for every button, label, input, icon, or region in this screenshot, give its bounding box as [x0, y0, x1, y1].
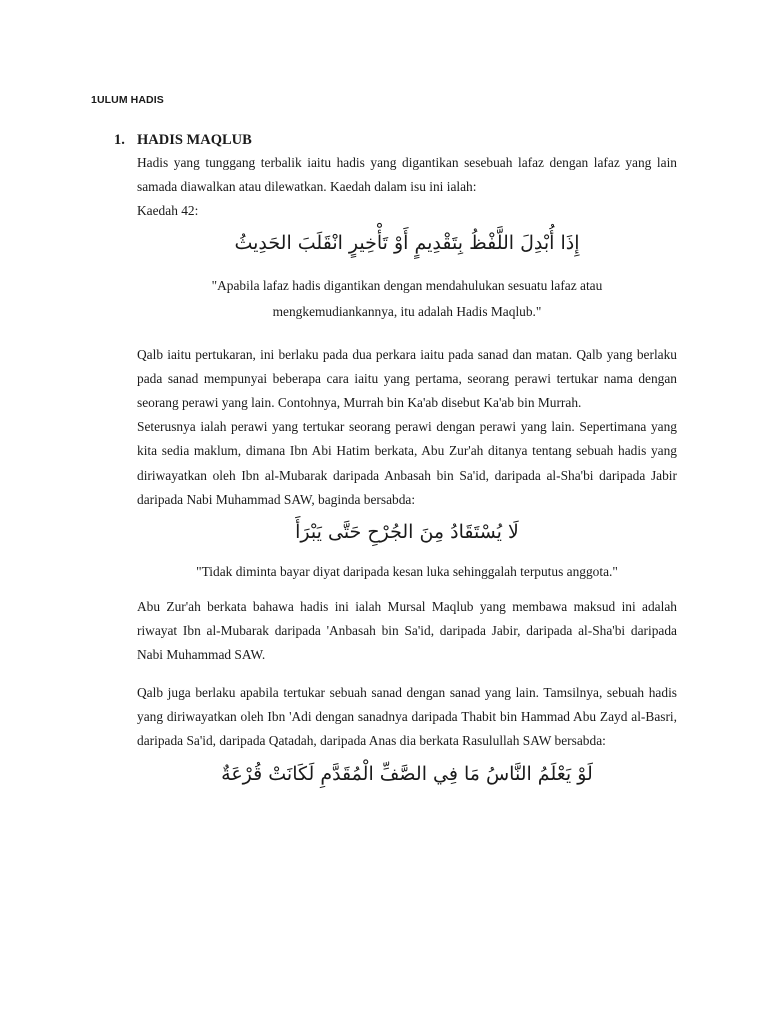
translation-quote-line-2: mengkemudiankannya, itu adalah Hadis Maqlub.": [272, 303, 542, 319]
kaedah-label: Kaedah 42:: [137, 203, 199, 219]
paragraph-tukar-sanad: Qalb juga berlaku apabila tertukar sebuah sanad dengan sanad yang lain. Tamsilnya, sebuah hadis yang diriwayatkan oleh Ibn 'Adi dengan sanadnya daripada Thabit bin Hammad Abu Zayd al-Basri, daripada Sa'id, daripada Qatadah, daripada Anas dia berkata Rasulullah SAW bersabda:: [137, 684, 677, 749]
section-title: HADIS MAQLUB: [137, 132, 252, 148]
arabic-quote-kaedah: إِذَا أُبْدِلَ اللَّفْظُ بِتَقْدِيمٍ أَوْ تَأْخِيرٍ انْقَلَبَ الحَدِيثُ: [234, 231, 580, 254]
arabic-quote-saff: لَوْ يَعْلَمُ النَّاسُ مَا فِي الصَّفِّ الْمُقَدَّمِ لَكَانَتْ قُرْعَةٌ: [221, 763, 593, 786]
section-heading: [114, 130, 678, 150]
translation-quote-line-1: "Apabila lafaz hadis digantikan dengan mendahulukan sesuatu lafaz atau: [211, 277, 603, 293]
section-body: [137, 151, 677, 791]
translation-quote-kaedah: [137, 273, 677, 325]
page-header: 1ULUM HADIS: [91, 94, 164, 106]
translation-quote-jurh: "Tidak diminta bayar diyat daripada kesan luka sehinggalah terputus anggota.": [196, 564, 618, 580]
intro-paragraph: Hadis yang tunggang terbalik iaitu hadis yang digantikan sesebuah lafaz dengan lafaz yang lain samada diawalkan atau dilewatkan. Kaedah dalam isu ini ialah:: [137, 155, 677, 195]
paragraph-perawi-tertukar: Seterusnya ialah perawi yang tertukar seorang perawi dengan perawi yang lain. Sepertimana yang kita sedia maklum, dimana Ibn Abi Hatim berkata, Abu Zur'ah ditanya tentang sebuah hadis yang diriwayatkan oleh Ibn al-Mubarak daripada Anbasah bin Sa'id, daripada al-Sha'bi daripada Jabir daripada Nabi Muhammad SAW, baginda bersabda:: [137, 419, 677, 507]
paragraph-mursal-maqlub: Abu Zur'ah berkata bahawa hadis ini ialah Mursal Maqlub yang membawa maksud ini adalah riwayat Ibn al-Mubarak daripada 'Anbasah bin Sa'id, daripada Jabir, daripada al-Sha'bi daripada Nabi Muhammad SAW.: [137, 599, 677, 663]
section-hadis-maqlub: [114, 130, 678, 791]
section-number: 1.: [114, 132, 125, 148]
arabic-quote-jurh: لَا يُسْتَقَادُ مِنَ الجُرْحِ حَتَّى يَبْرَأَ: [295, 521, 519, 544]
paragraph-qalb-sanad: Qalb iaitu pertukaran, ini berlaku pada dua perkara iaitu pada sanad dan matan. Qalb yang berlaku pada sanad mempunyai beberapa cara iaitu yang pertama, seorang perawi tertukar nama dengan seorang perawi yang lain. Contohnya, Murrah bin Ka'ab disebut Ka'ab bin Murrah.: [137, 346, 677, 411]
